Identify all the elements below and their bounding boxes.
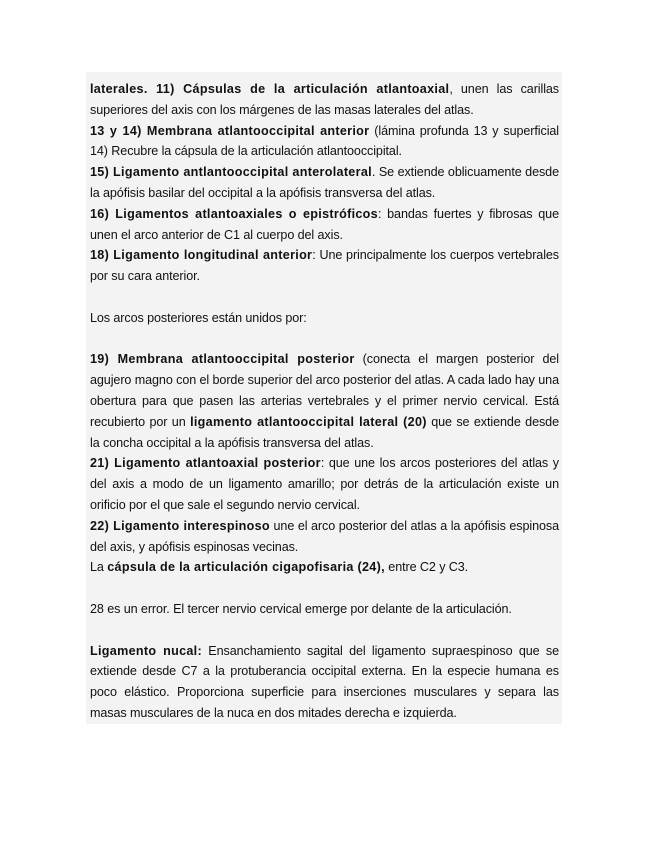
paragraph-interspinous-ligament [90,516,559,558]
paragraph-spacer [90,620,559,641]
paragraph-text: : Une principalmente los cuerpos vertebrales por su cara anterior. [90,248,559,284]
paragraph-atlantoaxial-ligaments [90,204,559,246]
paragraph-zygapophyseal-capsule [90,557,559,578]
paragraph-atlantoaxial-capsules [90,79,559,121]
bold-term: 21) Ligamento atlantoaxial posterior [90,456,321,471]
bold-term: 13 y 14) Membrana atlantooccipital anterior [90,123,370,138]
paragraph-text: , unen las carillas superiores del axis con los márgenes de las masas laterales del atlas. [90,82,559,117]
paragraph-spacer [90,287,559,308]
bold-term: cápsula de la articulación cigapofisaria (24), [107,560,385,575]
paragraph-spacer [90,329,559,350]
bold-term: 19) Membrana atlantooccipital posterior [90,352,355,367]
paragraph-anterior-atlantooccipital-membrane [90,121,559,163]
paragraph-text: La [90,560,108,575]
paragraph-text: : que une los arcos posteriores del atlas y del axis a modo de un ligamento amarillo; por detrás de la articulación existe un orificio por el que sale el segundo nervio cervical. [90,456,559,512]
paragraph-spacer [90,578,559,599]
bold-term: laterales. 11) Cápsulas de la articulación atlantoaxial [90,82,450,96]
paragraph-posterior-atlantooccipital-membrane [90,349,559,453]
bold-term: ligamento atlantooccipital lateral (20) [190,414,427,429]
paragraph-text: Los arcos posteriores están unidos por: [90,310,307,325]
paragraph-text: . Se extiende oblicuamente desde la apófisis basilar del occipital a la apófisis transversa del atlas. [90,165,559,200]
paragraph-anterior-longitudinal-ligament [90,245,559,287]
document-body [90,79,559,724]
paragraph-text: Ensanchamiento sagital del ligamento supraespinoso que se extiende desde C7 a la protuberancia occipital externa. En la especie humana es poco elástico. Proporciona superficie para inserciones musculares y separa las masas musculares de la nuca en dos mitades derecha e izquierda. [90,643,559,720]
bold-term: 15) Ligamento antlantooccipital anterolateral [90,165,372,180]
paragraph-text: : bandas fuertes y fibrosas que unen el arco anterior de C1 al cuerpo del axis. [90,206,559,242]
paragraph-posterior-arches-intro [90,308,559,329]
paragraph-posterior-atlantoaxial-ligament [90,453,559,515]
paragraph-text: (conecta el margen posterior del agujero magno con el borde superior del arco posterior del atlas. A cada lado hay una obertura para que pasen las arterias vertebrales y el primer nervio cervical. Está recubierto por un [90,352,559,429]
paragraph-text: que se extiende desde la concha occipital a la apófisis transversa del atlas. [90,414,559,450]
bold-term: 18) Ligamento longitudinal anterior [90,248,313,263]
paragraph-text: 28 es un error. El tercer nervio cervical emerge por delante de la articulación. [90,601,512,616]
paragraph-anterolateral-ligament [90,162,559,204]
bold-term: Ligamento nucal: [90,643,202,658]
paragraph-text: (lámina profunda 13 y superficial 14) Recubre la cápsula de la articulación atlantooccipital. [90,123,559,159]
bold-term: 22) Ligamento interespinoso [90,518,270,533]
paragraph-text: une el arco posterior del atlas a la apófisis espinosa del axis, y apófisis espinosas vecinas. [90,518,559,554]
paragraph-nuchal-ligament [90,641,559,724]
paragraph-error-note [90,599,559,620]
bold-term: 16) Ligamentos atlantoaxiales o epistróficos [90,206,378,221]
paragraph-text: entre C2 y C3. [384,560,469,575]
